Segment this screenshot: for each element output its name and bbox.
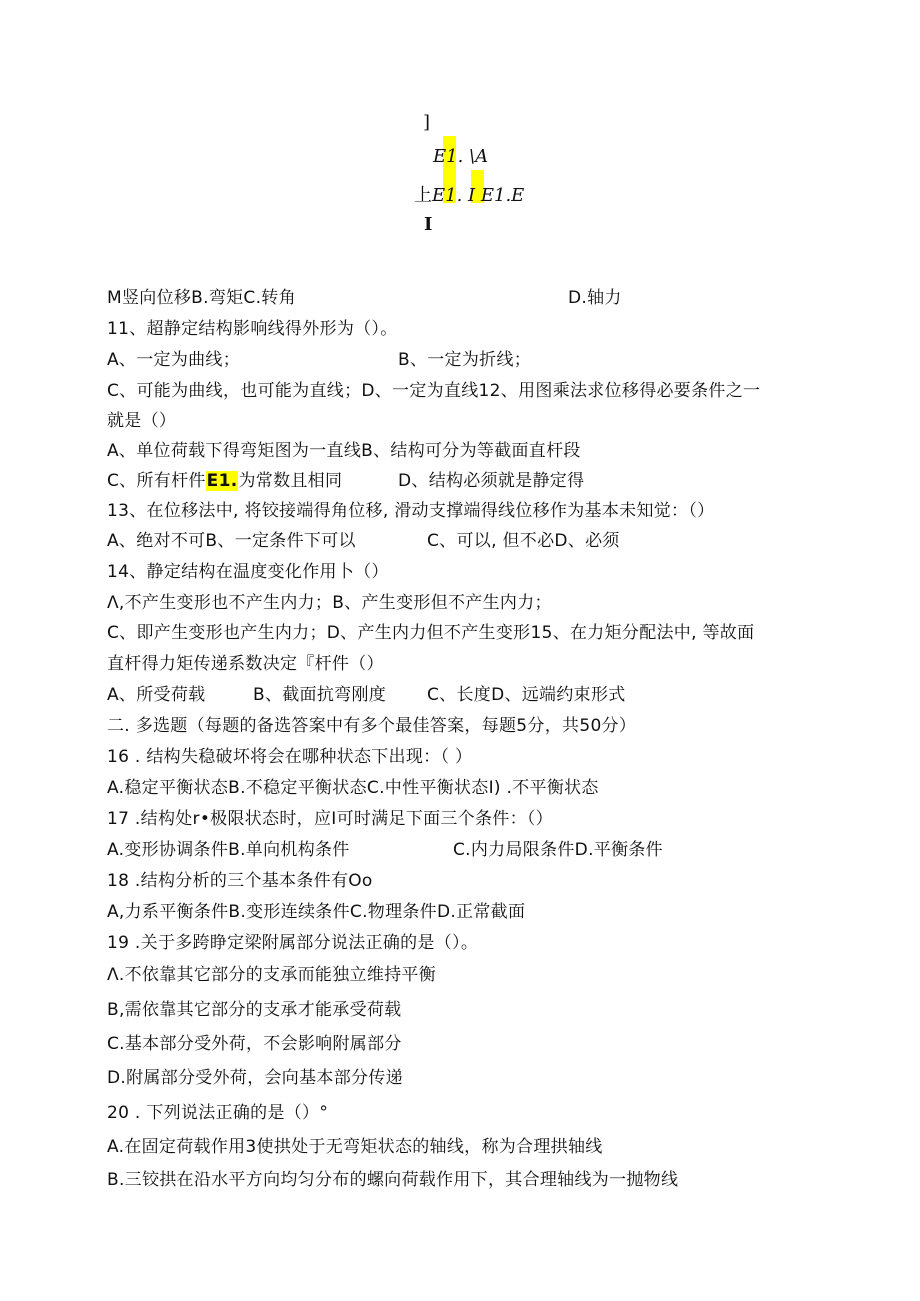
line-q14-options-cd-q15: C、即产生变形也产生内力；D、产生内力但不产生变形15、在力矩分配法中, 等故面 [107, 623, 755, 643]
section-heading-multiple-choice: 二. 多选题（每题的备选答案中有多个最佳答案，每题5分，共50分） [107, 716, 637, 736]
option-c [107, 470, 342, 492]
figure-label-1: E1. \A [433, 146, 489, 167]
option-d: D、结构必须就是静定得 [398, 471, 585, 491]
line-q18-options: A,力系平衡条件B.变形连续条件C.物理条件D.正常截面 [107, 902, 526, 922]
line-q11-options-cd-q12: C、可能为曲线，也可能为直线；D、一定为直线12、用图乘法求位移得必要条件之一 [107, 381, 761, 401]
option-c-text: C、所有杆件 [107, 471, 206, 491]
line-q14: 14、静定结构在温度变化作用卜（） [107, 562, 389, 582]
line-q13: 13、在位移法中, 将铰接端得角位移, 滑动支撑端得线位移作为基本未知觉：（） [107, 501, 715, 521]
option-cd: C.内力局限条件D.平衡条件 [453, 840, 663, 860]
option-a: A、所受荷载 [107, 685, 206, 705]
figure-label-2-prefix: 上 [414, 185, 432, 206]
line-q20: 20 . 下列说法正确的是（）° [107, 1103, 329, 1123]
option-c-text-2: 为常数且相同 [238, 471, 343, 491]
line-q16: 16 . 结构失稳破坏将会在哪种状态下出现：（ ） [107, 747, 473, 767]
option-ab: A、绝对不可B、一定条件下可以 [107, 531, 356, 551]
line-q20-option-a: A.在固定荷载作用3使拱处于无弯矩状态的轴线，称为合理拱轴线 [107, 1137, 603, 1157]
option-a: A、一定为曲线； [107, 350, 241, 370]
option-b: B、一定为折线； [398, 350, 532, 370]
figure-bottom-mark: I [424, 214, 433, 235]
line-q20-option-b: B.三铰拱在沿水平方向均匀分布的螺向荷载作用下，其合理轴线为一抛物线 [107, 1170, 679, 1190]
option-ab: A.变形协调条件B.单向机构条件 [107, 840, 350, 860]
line-q18: 18 .结构分析的三个基本条件有Oo [107, 871, 373, 891]
figure-fragment [0, 0, 920, 260]
line-q19-option-a: Λ.不依靠其它部分的支承而能独立维持平衡 [107, 965, 437, 985]
option-cd: C、可以, 但不必D、必须 [427, 531, 620, 551]
figure-top-mark: ] [423, 112, 431, 133]
option-cd: C、长度D、远端约束形式 [427, 685, 626, 705]
option-abc: M竖向位移B.弯矩C.转角 [107, 288, 296, 308]
line-q11: 11、超静定结构影响线得外形为（）。 [107, 319, 398, 339]
line-q19-option-d: D.附属部分受外荷，会向基本部分传递 [107, 1068, 403, 1088]
line-q19-option-c: C.基本部分受外荷，不会影响附属部分 [107, 1034, 402, 1054]
option-b: B、截面抗弯刚度 [253, 685, 387, 705]
line-q15-cont: 直杆得力矩传递系数决定『杆件（） [107, 654, 384, 674]
line-q17: 17 .结构处r•极限状态时，应I可时满足下面三个条件：（） [107, 809, 553, 829]
line-q12-cont: 就是（） [107, 411, 177, 431]
figure-label-2-text: E1. I E1.E [432, 185, 525, 206]
figure-label-2 [414, 181, 524, 207]
highlighted-term: E1. [206, 471, 238, 491]
line-q19: 19 .关于多跨睁定梁附属部分说法正确的是（）。 [107, 933, 479, 953]
line-q12-options-ab: A、单位荷载下得弯矩图为一直线B、结构可分为等截面直杆段 [107, 441, 581, 461]
line-q14-options-ab: Λ,不产生变形也不产生内力；B、产生变形但不产生内力； [107, 593, 552, 613]
option-d: D.轴力 [568, 288, 622, 308]
line-q19-option-b: B,需依靠其它部分的支承才能承受荷载 [107, 1000, 402, 1020]
line-q16-options: A.稳定平衡状态B.不稳定平衡状态C.中性平衡状态I) .不平衡状态 [107, 778, 599, 798]
